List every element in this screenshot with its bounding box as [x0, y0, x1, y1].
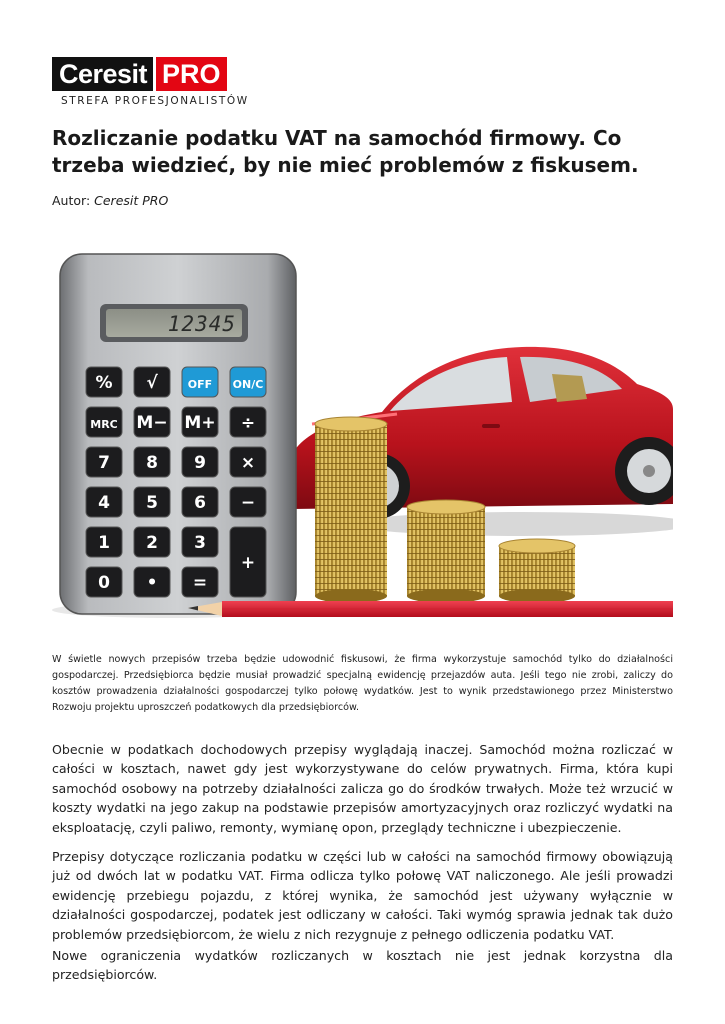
- article-title: Rozliczanie podatku VAT na samochód firmowy. Co trzeba wiedzieć, by nie mieć problemów z fiskusem.: [52, 126, 639, 177]
- calculator-key-label: 5: [146, 493, 158, 513]
- calculator-key-label: 3: [194, 533, 206, 553]
- calculator-key-label: 9: [194, 453, 206, 473]
- article-paragraph-3: Nowe ograniczenia wydatków rozliczanych w kosztach nie jest jednak korzystna dla przedsiębiorców.: [52, 948, 673, 983]
- coin-stack-short: [499, 539, 575, 603]
- calculator-key-label: √: [146, 373, 158, 393]
- calculator-key-label: •: [146, 573, 158, 593]
- calculator-key-label: M+: [184, 413, 216, 433]
- calculator-key-label: 4: [98, 493, 110, 513]
- calculator-display: 12345: [167, 312, 236, 336]
- calculator-key-label: ×: [240, 453, 256, 473]
- calculator-key-label: %: [95, 373, 113, 393]
- calculator-key-label: ON/C: [232, 378, 264, 391]
- logo-tagline: STREFA PROFESJONALISTÓW: [61, 95, 249, 107]
- calculator: [60, 254, 296, 614]
- logo-brand: Ceresit: [52, 57, 153, 91]
- calculator-key-label: MRC: [90, 418, 118, 431]
- author-line: [52, 193, 168, 208]
- calculator-key-label: −: [240, 493, 256, 513]
- calculator-key-label: 2: [146, 533, 158, 553]
- calculator-key-label: 7: [98, 453, 110, 473]
- logo-pro-badge: PRO: [156, 57, 227, 91]
- red-pencil: [188, 601, 673, 617]
- calculator-key-label: ÷: [240, 413, 256, 433]
- calculator-key-label: 0: [98, 573, 110, 593]
- hero-image: [52, 224, 673, 640]
- article-paragraph-2: Przepisy dotyczące rozliczania podatku w części lub w całości na samochód firmowy obowiązują już od dwóch lat w podatku VAT. Firma odlicza tylko połowę VAT naliczonego. Ale jeśli prowadzi ewidencję przebiegu pojazdu, z której wynika, że samochód jest używany wyłącznie w działalności gospodarczej, podatek jest odliczany w całości. Taki wymóg sprawia jednak tak dużo problemów przedsiębiorcom, że wielu z nich rezygnuje z pełnego odliczenia podatku VAT.: [52, 849, 673, 942]
- calculator-key-label: M−: [136, 413, 168, 433]
- coin-stack-tall: [315, 417, 387, 603]
- image-caption: W świetle nowych przepisów trzeba będzie udowodnić fiskusowi, że firma wykorzystuje samochód tylko do działalności gospodarczej. Przedsiębiorca będzie musiał prowadzić specjalną ewidencję przejazdów auta. Jeśli tego nie zrobi, zaliczy do kosztów prowadzenia działalności gospodarczej tylko połowę wydatków. Jest to wynik przedstawionego przez Ministerstwo Rozwoju projektu uproszczeń podatkowych dla przedsiębiorców.: [52, 654, 673, 713]
- calculator-key-label: 6: [194, 493, 206, 513]
- calculator-key-label: 8: [146, 453, 158, 473]
- author-name: Ceresit PRO: [94, 193, 169, 208]
- author-label: Autor:: [52, 193, 91, 208]
- coin-stack-medium: [407, 500, 485, 603]
- calculator-key-label: 1: [98, 533, 110, 553]
- calculator-key-label: +: [240, 553, 256, 573]
- calculator-key-label: =: [192, 573, 208, 593]
- calculator-key-label: OFF: [187, 378, 213, 391]
- ceresit-pro-logo[interactable]: [52, 57, 252, 109]
- logo-wordmark: [52, 57, 252, 91]
- article-paragraph-1: Obecnie w podatkach dochodowych przepisy wyglądają inaczej. Samochód można rozliczać w całości w kosztach, nawet gdy jest wykorzystywane do celów prywatnych. Firma, która kupi samochód osobowy na potrzeby działalności zalicza go do środków trwałych. Może też wrzucić w koszty wydatki na jego zakup na podstawie przepisów amortyzacyjnych oraz rozliczyć wydatki na eksploatację, czyli paliwo, remonty, wymianę opon, przeglądy techniczne i ubezpieczenie.: [52, 742, 673, 835]
